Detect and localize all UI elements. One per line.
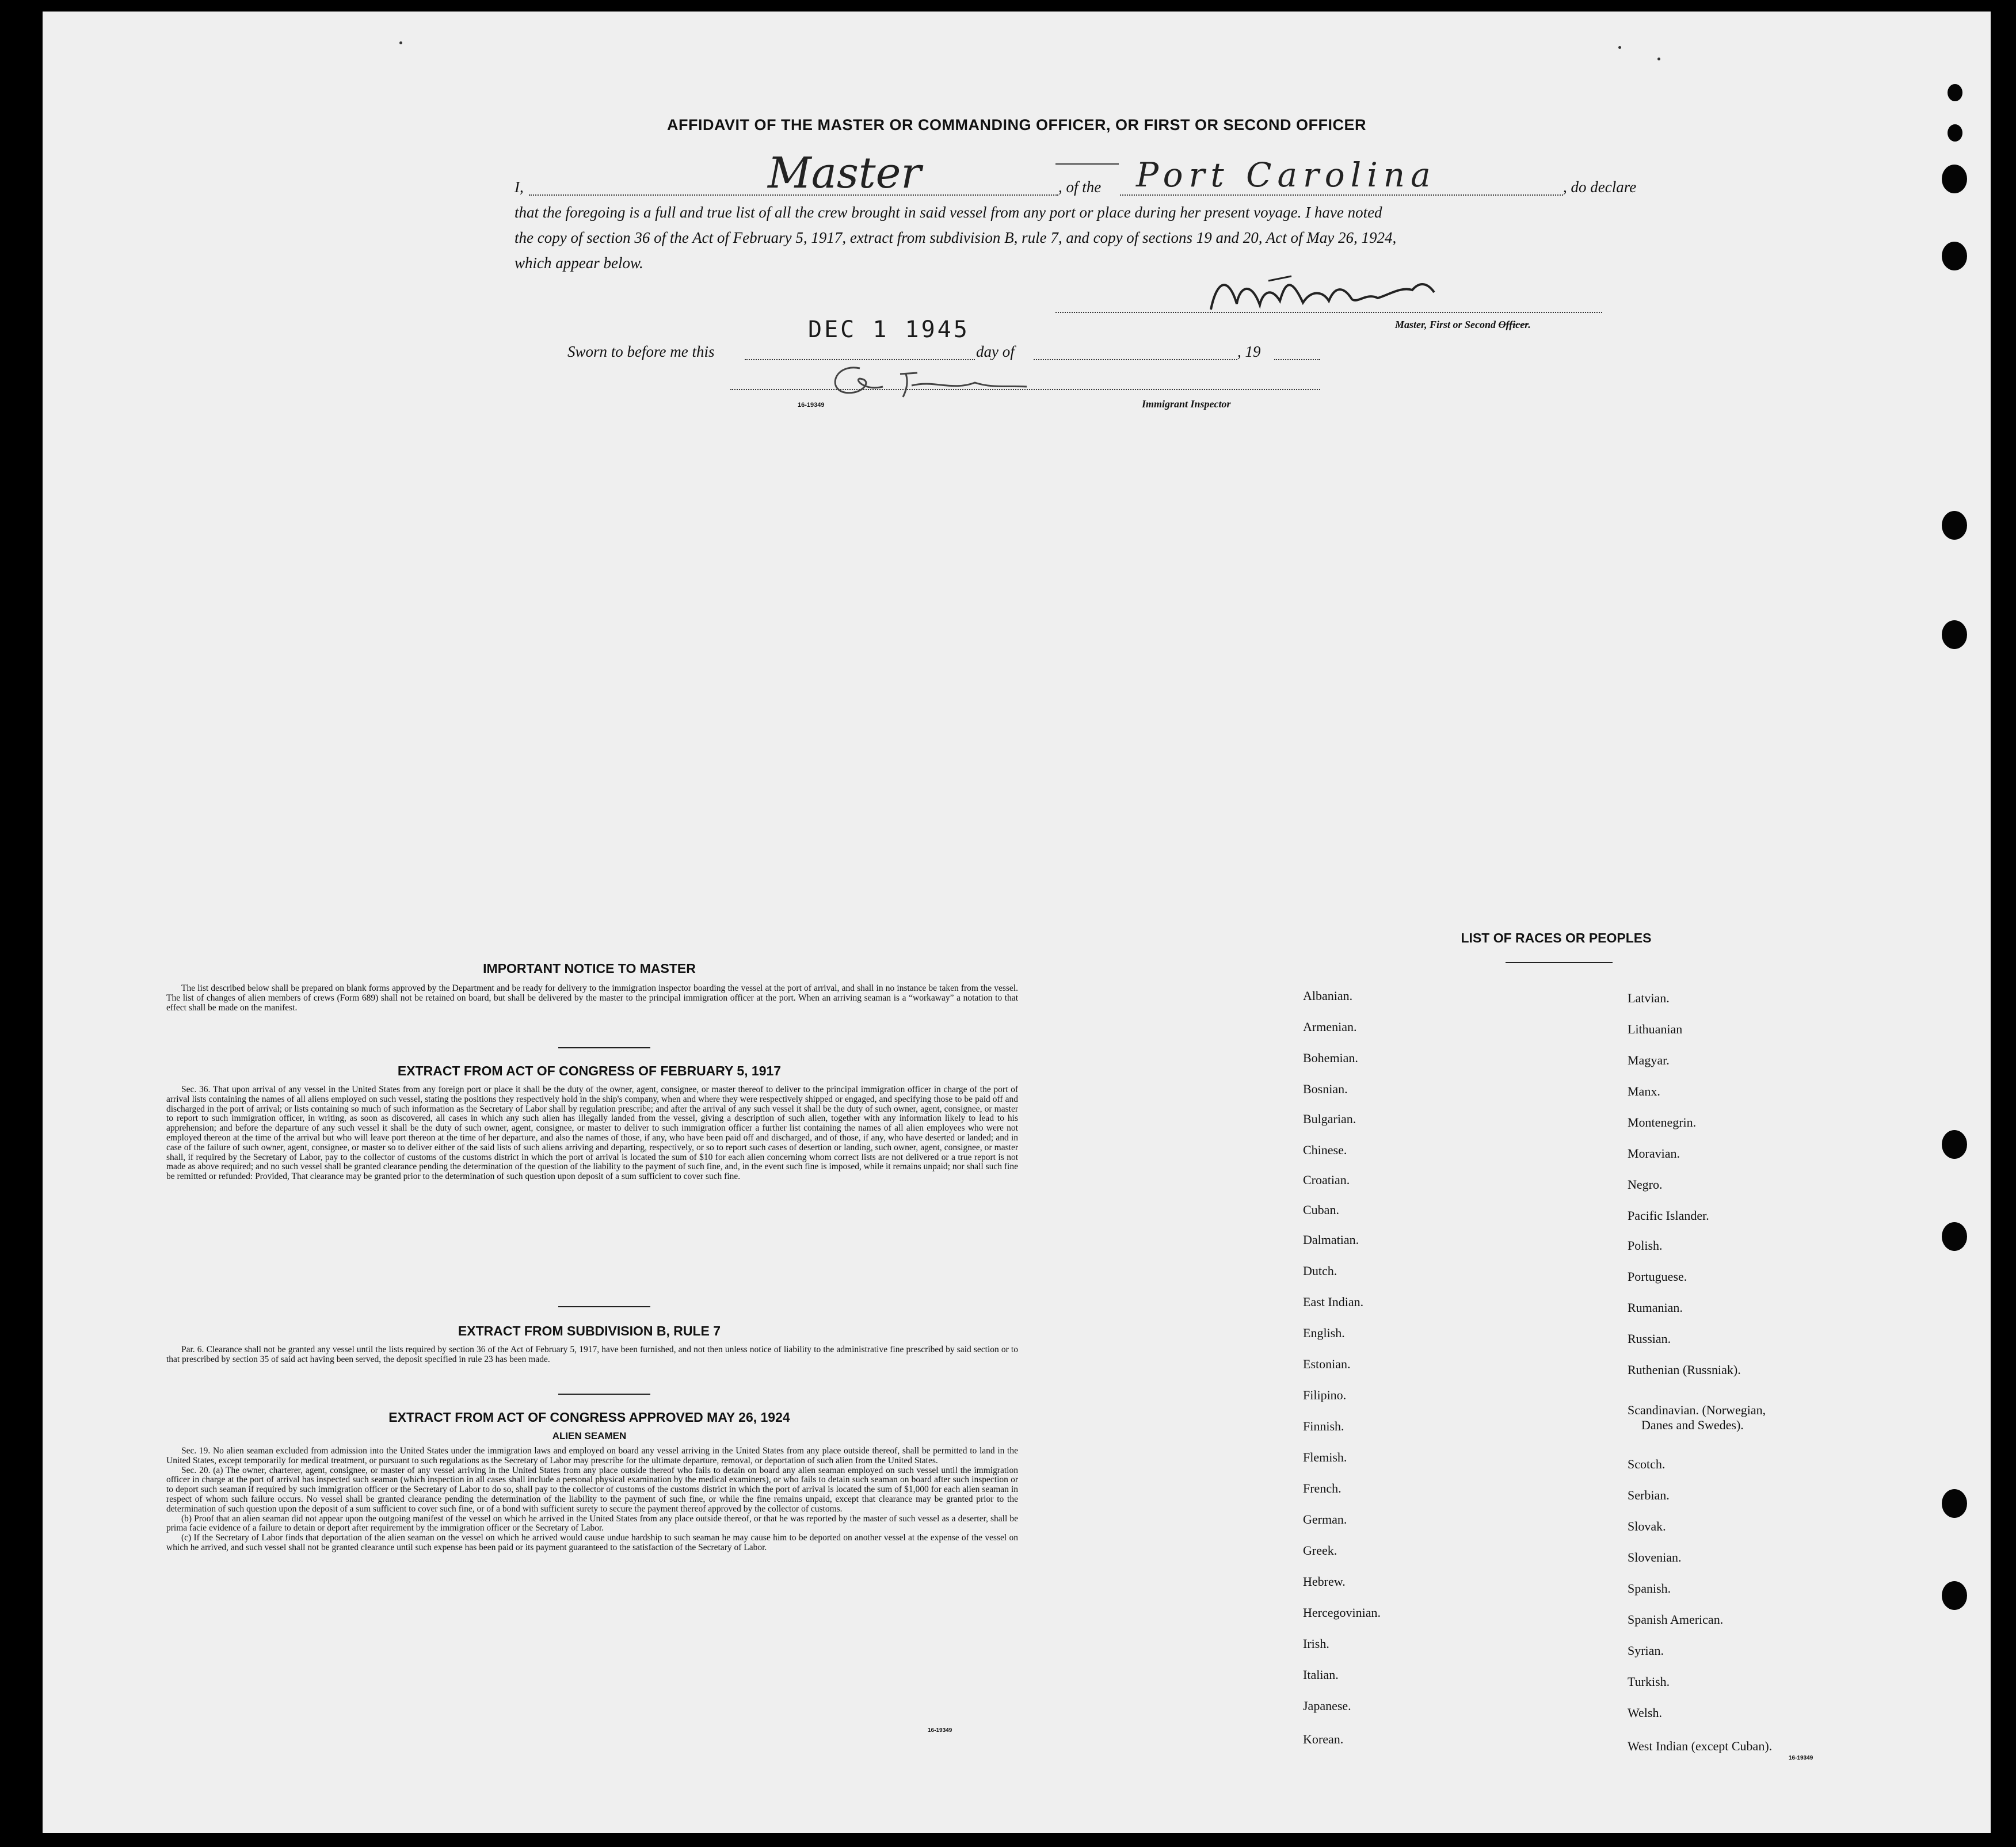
race-item: Hercegovinian.: [1303, 1605, 1381, 1620]
race-item: Magyar.: [1628, 1053, 1670, 1067]
race-item: German.: [1303, 1512, 1347, 1527]
race-item: Slovak.: [1628, 1519, 1666, 1533]
sec-20a: Sec. 20. (a) The owner, charterer, agent, consignee, or master of any vessel arriving in the United States from any place outside thereof who fails to detain on board any alien seaman employed on such vessel until the immigration officer in charge at the port of arrival has inspected such seaman (which inspection in all cases shall include a personal physical examination by the medical examiners), or who fails to detain such seaman on board after such inspection or to deport such seaman if required by such immigration officer or the Secretary of Labor to do so, shall pay to the collector of customs of the customs district in which the port of arrival is located the sum of $1,000 for each alien seaman in respect of whom such failure occurs. No vessel shall be granted clearance pending the determination of the liability to the payment of such fine, or while the fine remains unpaid, except that clearance may be granted prior to the determination of such question upon the deposit of a sum sufficient to cover such fine, or of a bond with sufficient surety to secure the payment thereof approved by the collector of customs.: [166, 1465, 1018, 1514]
race-item: Hebrew.: [1303, 1574, 1346, 1589]
speck: [1618, 46, 1621, 49]
race-item: Japanese.: [1303, 1699, 1351, 1713]
race-item: Moravian.: [1628, 1146, 1680, 1161]
sworn-year-line: [1274, 359, 1320, 360]
signature-line: [1055, 312, 1602, 313]
affidavit-line3: the copy of section 36 of the Act of February 5, 1917, extract from subdivision B, rule 7, and copy of sections 19 and 20, Act of May 26, 1924,: [515, 229, 1397, 246]
punch-hole: [1942, 1130, 1967, 1159]
race-item: Italian.: [1303, 1667, 1339, 1682]
of-the-label: , of the: [1058, 178, 1102, 196]
race-item: Greek.: [1303, 1543, 1337, 1558]
sec-20c: (c) If the Secretary of Labor finds that deportation of the alien seaman on the vessel on which he arrived would cause undue hardship to such seaman he may cause him to be deported on another vessel at the expense of the vessel on which he arrived, and such vessel shall not be granted clearance until such expense has been paid or its payment guaranteed to the satisfaction of the Secretary of Labor.: [166, 1533, 1018, 1552]
race-item: Cuban.: [1303, 1203, 1339, 1217]
race-item: French.: [1303, 1481, 1342, 1495]
race-item: Manx.: [1628, 1084, 1660, 1098]
notice-title: IMPORTANT NOTICE TO MASTER: [483, 961, 696, 976]
race-item: Scandinavian. (Norwegian,: [1628, 1403, 1766, 1417]
extract-1924-text: [166, 1447, 1018, 1553]
race-item: East Indian.: [1303, 1295, 1364, 1309]
punch-hole: [1942, 1489, 1967, 1518]
date-stamp: DEC 1 1945: [808, 316, 970, 343]
affidavit-form-number: 16-19349: [798, 402, 825, 409]
race-item: Korean.: [1303, 1732, 1344, 1746]
punch-hole: [1942, 511, 1967, 540]
race-item: Irish.: [1303, 1636, 1329, 1651]
sec-19: Sec. 19. No alien seaman excluded from admission into the United States under the immigration laws and employed on board any vessel arriving in the United States from any place outside thereof, shall be permitted to land in the United States, except temporarily for medical treatment, or pursuant to such regulations as the Secretary of Labor may prescribe for the ultimate departure, removal, or deportation of such alien from the United States.: [166, 1446, 1018, 1466]
extract-1917-title: EXTRACT FROM ACT OF CONGRESS OF FEBRUARY 5, 1917: [397, 1063, 782, 1078]
affidavit-title: AFFIDAVIT OF THE MASTER OR COMMANDING OFFICER, OR FIRST OR SECOND OFFICER: [667, 116, 1366, 133]
race-item: West Indian (except Cuban).: [1628, 1739, 1773, 1753]
alien-seamen-subtitle: ALIEN SEAMEN: [552, 1430, 627, 1441]
race-item: Slovenian.: [1628, 1550, 1682, 1564]
race-item: Portuguese.: [1628, 1269, 1687, 1284]
race-item: Armenian.: [1303, 1020, 1357, 1034]
race-item: Bulgarian.: [1303, 1112, 1356, 1126]
punch-hole: [1948, 84, 1962, 101]
inspector-signature: [820, 357, 1096, 403]
race-item: Chinese.: [1303, 1143, 1347, 1157]
speck: [1657, 58, 1660, 60]
race-item: Turkish.: [1628, 1674, 1670, 1689]
inspector-line: [730, 389, 1320, 390]
race-item: Welsh.: [1628, 1705, 1662, 1720]
punch-hole: [1942, 1222, 1967, 1251]
race-item: Filipino.: [1303, 1388, 1347, 1402]
year-label: , 19: [1237, 343, 1261, 360]
affidavit-line4: which appear below.: [515, 254, 643, 272]
extract-1924-title: EXTRACT FROM ACT OF CONGRESS APPROVED MAY 26, 1924: [388, 1410, 790, 1425]
extract-rule7-title: EXTRACT FROM SUBDIVISION B, RULE 7: [458, 1323, 721, 1338]
punch-hole: [1942, 620, 1967, 649]
divider: [558, 1047, 650, 1048]
short-rule: [1055, 163, 1119, 165]
signature-caption: Master, First or Second Officer.: [1395, 319, 1531, 330]
race-item: Finnish.: [1303, 1419, 1344, 1433]
race-item: Serbian.: [1628, 1488, 1670, 1502]
speck: [399, 41, 402, 44]
race-item: Polish.: [1628, 1238, 1663, 1253]
master-signature: [1205, 269, 1447, 321]
affidavit-line2: that the foregoing is a full and true list of all the crew brought in said vessel from any port or place during her present voyage. I have noted: [515, 204, 1382, 221]
races-title: LIST OF RACES OR PEOPLES: [1461, 930, 1652, 945]
race-item: Bohemian.: [1303, 1051, 1358, 1065]
divider: [558, 1306, 650, 1307]
race-item: Bosnian.: [1303, 1082, 1348, 1096]
punch-hole: [1942, 165, 1967, 193]
punch-hole: [1942, 242, 1967, 270]
race-item: Montenegrin.: [1628, 1115, 1697, 1129]
manifest-page: [43, 12, 1991, 1833]
race-item: Spanish.: [1628, 1581, 1671, 1596]
do-declare-label: , do declare: [1563, 178, 1637, 196]
race-item: Dalmatian.: [1303, 1232, 1359, 1247]
handwritten-vessel: Port Carolina: [1136, 155, 1436, 194]
race-item: Negro.: [1628, 1177, 1663, 1192]
handwritten-role: Master: [768, 148, 921, 198]
races-title-rule: [1506, 962, 1613, 963]
race-item: Russian.: [1628, 1331, 1671, 1346]
race-item: Latvian.: [1628, 991, 1670, 1005]
divider: [558, 1394, 650, 1395]
vessel-blank-line: [1120, 194, 1563, 196]
day-of-label: day of: [976, 343, 1015, 360]
notice-text: The list described below shall be prepared on blank forms approved by the Department and be ready for delivery to the immigration inspector boarding the vessel at the port of arrival, and shall in no instance be taken from the vessel. The list of changes of alien members of crews (Form 689) shall not be retained on board, but shall be delivered by the master to the principal immigration officer at the port. When an arriving seaman is a “workaway” a notation to that effect shall be made on the manifest.: [166, 983, 1018, 1013]
race-item: Spanish American.: [1628, 1612, 1724, 1627]
races-form-number: 16-19349: [1789, 1755, 1813, 1761]
i-label: I,: [515, 178, 524, 196]
sec-20b: (b) Proof that an alien seaman did not appear upon the outgoing manifest of the vessel on which he arrived in the United States from any place outside thereof, or that he was reported by the master of such vessel as a deserter, shall be prima facie evidence of a failure to detain or deport after requirement by the immigration officer or the Secretary of Labor.: [166, 1513, 1018, 1533]
punch-hole: [1942, 1581, 1967, 1610]
race-item: Danes and Swedes).: [1641, 1418, 1744, 1432]
struck-officer: Officer: [1498, 319, 1529, 330]
extract-rule7-text: Par. 6. Clearance shall not be granted any vessel until the lists required by section 36 of the Act of February 5, 1917, have been furnished, and not then unless notice of liability to the administrative fine prescribed by said section or to that prescribed by section 35 of said act having been served, the deposit specified in rule 23 has been made.: [166, 1345, 1018, 1364]
race-item: English.: [1303, 1326, 1345, 1340]
race-item: Croatian.: [1303, 1173, 1350, 1187]
race-item: Dutch.: [1303, 1264, 1337, 1278]
race-item: Pacific Islander.: [1628, 1208, 1709, 1223]
race-item: Flemish.: [1303, 1450, 1347, 1464]
race-item: Lithuanian: [1628, 1022, 1683, 1036]
extract-1917-text: Sec. 36. That upon arrival of any vessel in the United States from any foreign port or place it shall be the duty of the owner, agent, consignee, or master thereof to deliver to the principal immigration officer in charge of the port of arrival lists containing the names of all aliens employed on such vessel, stating the positions they respectively hold in the ship's company, when and where they were respectively shipped or engaged, and specifying those to be paid off and discharged in the port of arrival; or lists containing so much of such information as the Secretary of Labor shall by regulation prescribe; and after the arrival of any such vessel it shall be the duty of such owner, agent, consignee, or master to report to such immigration officer, in writing, as soon as discovered, all cases in which any such alien has illegally landed from the vessel, giving a description of such alien, together with any information likely to lead to his apprehension; and before the departure of any such vessel it shall be the duty of such owner, agent, consignee, or master to deliver to such immigration officer a further list containing the names of all alien employees who were not employed thereon at the time of the arrival but who will leave port thereon at the time of her departure, and also the names of those, if any, who have been paid off and discharged, and of those, if any, who have deserted or landed; and in case of the failure of such owner, agent, consignee, or master so to deliver either of the said lists of such aliens arriving and departing, respectively, or so to report such cases of desertion or landing, such owner, agent, consignee, or master shall, if required by the Secretary of Labor, pay to the collector of customs of the customs district in which the port of arrival is located the sum of $10 for each alien concerning whom correct lists are not delivered or a true report is not made as above required; and no such vessel shall be granted clearance pending the determination of the question of the liability to the payment of such fine, and, in the event such fine is imposed, while it remains unpaid; nor shall such fine be remitted or refunded: Provided, That clearance may be granted prior to the determination of such question upon deposit of a sum sufficient to cover such fine.: [166, 1085, 1018, 1182]
sworn-label: Sworn to before me this: [567, 343, 715, 360]
race-item: Albanian.: [1303, 989, 1353, 1003]
race-item: Rumanian.: [1628, 1300, 1683, 1315]
race-item: Syrian.: [1628, 1643, 1664, 1658]
race-item: Estonian.: [1303, 1357, 1351, 1371]
inspector-label: Immigrant Inspector: [1142, 398, 1231, 410]
race-item: Ruthenian (Russniak).: [1628, 1363, 1741, 1377]
extract-form-number: 16-19349: [928, 1727, 952, 1734]
race-item: Scotch.: [1628, 1457, 1666, 1471]
